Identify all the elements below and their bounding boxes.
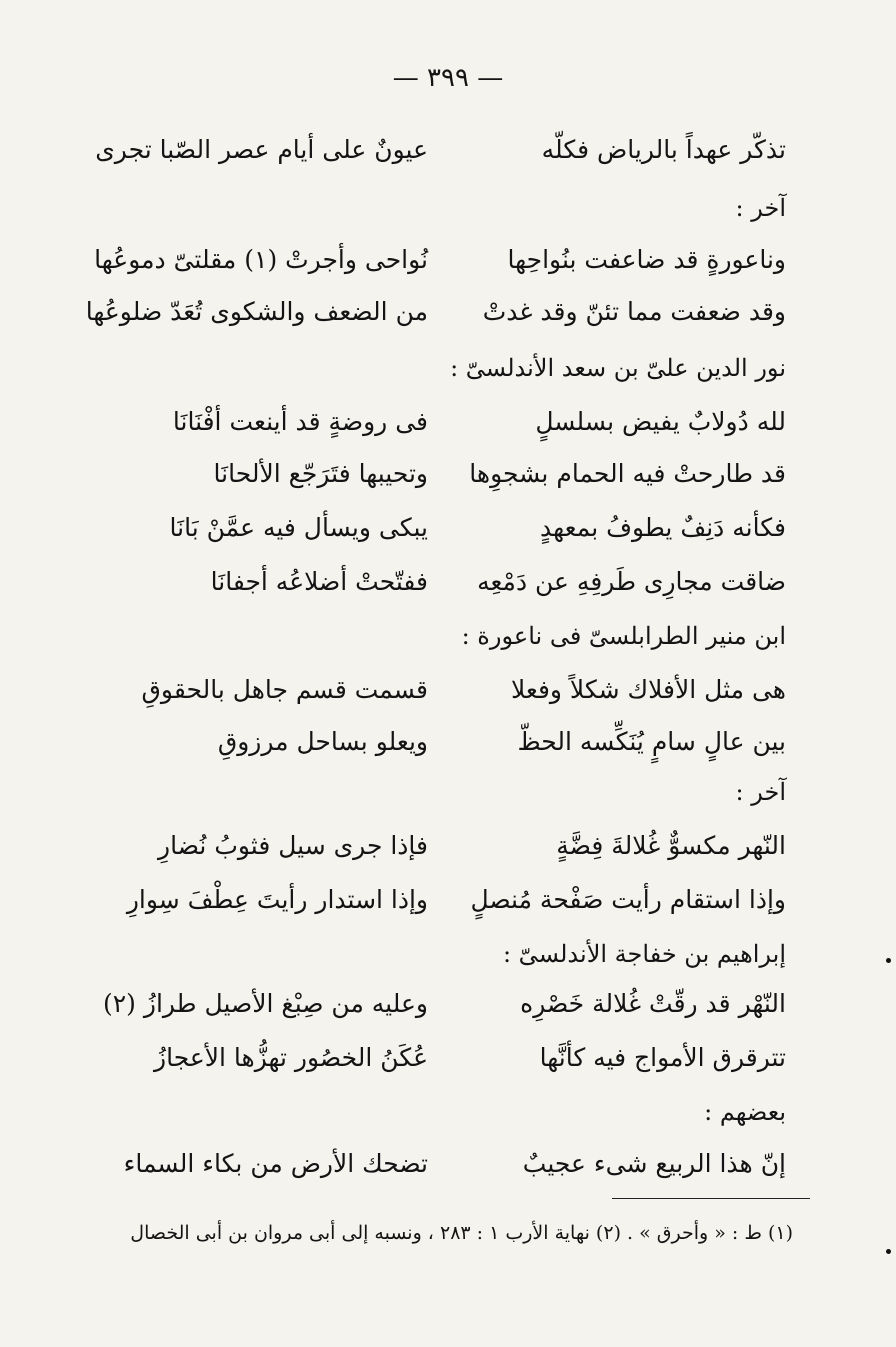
line-10-left: قسمت قسم جاهل بالحقوقِ xyxy=(141,675,428,704)
page-number: — ٣٩٩ — xyxy=(392,63,504,93)
footnote-rule xyxy=(612,1198,810,1199)
line-8-right: ضاقت مجارِى طَرفِهِ عن دَمْعِه xyxy=(477,567,786,596)
line-5-left: فى روضةٍ قد أينعت أفْنَانَا xyxy=(172,407,428,436)
line-13-right: النّهر مكسوٌّ غُلالةَ فِضَّةٍ xyxy=(556,831,786,860)
line-7-left: يبكى ويسأل فيه عمَّنْ بَانَا xyxy=(169,513,428,542)
line-13-left: فإذا جرى سيل فثوبُ نُضارِ xyxy=(158,831,428,860)
line-3-right: وقد ضعفت مما تئنّ وقد غدتْ xyxy=(482,297,786,326)
line-19-right: إنّ هذا الربيع شىء عجيبٌ xyxy=(522,1149,786,1178)
line-9-heading: ابن منير الطرابلسىّ فى ناعورة : xyxy=(461,622,786,650)
line-6-left: وتحيبها فتَرَجّع الألحانَا xyxy=(213,459,428,488)
footnote: (١) ط : « وأحرق » . (٢) نهاية الأرب ١ : ٢٨٣ ، ونسبه إلى أبى مروان بن أبى الخصال xyxy=(130,1222,793,1244)
line-16-right: النّهْر قد رقّتْ غُلالة خَصْرِه xyxy=(520,989,786,1018)
line-14-left: وإذا استدار رأيتَ عِطْفَ سِوارِ xyxy=(126,885,428,914)
line-14-right: وإذا استقام رأيت صَفْحة مُنصلٍ xyxy=(470,885,786,914)
scan-speck xyxy=(886,958,891,963)
line-17-right: تترقرق الأمواج فيه كأنَّها xyxy=(539,1043,786,1072)
line-1-heading: آخر : xyxy=(735,194,786,222)
line-6-right: قد طارحتْ فيه الحمام بشجوِها xyxy=(469,459,786,488)
line-18-heading: بعضهم : xyxy=(704,1098,786,1126)
line-10-right: هى مثل الأفلاك شكلاً وفعلا xyxy=(510,675,786,704)
line-5-right: لله دُولابٌ يفيض بسلسلٍ xyxy=(535,407,786,436)
line-19-left: تضحك الأرض من بكاء السماء xyxy=(123,1149,428,1178)
line-2-right: وناعورةٍ قد ضاعفت بنُواحِها xyxy=(507,245,786,274)
line-7-right: فكأنه دَنِفٌ يطوفُ بمعهدٍ xyxy=(540,513,786,542)
line-15-heading: إبراهيم بن خفاجة الأندلسىّ : xyxy=(502,940,786,968)
line-0-right: تذكّر عهداً بالرياض فكلّه xyxy=(541,135,786,164)
line-16-left: وعليه من صِبْغ الأصيل طرازُ (٢) xyxy=(102,989,428,1018)
line-11-right: بين عالٍ سامٍ يُنَكِّسه الحظّ xyxy=(517,727,786,756)
line-0-left: عيونٌ على أيام عصر الصّبا تجرى xyxy=(95,135,428,164)
line-2-left: نُواحى وأجرتْ (١) مقلتىّ دموعُها xyxy=(94,245,428,274)
line-17-left: عُكَنُ الخصُور تهزُّها الأعجازُ xyxy=(154,1043,428,1072)
line-11-left: ويعلو بساحل مرزوقِ xyxy=(217,727,428,756)
line-3-left: من الضعف والشكوى تُعَدّ ضلوعُها xyxy=(85,297,428,326)
line-8-left: ففتّحتْ أضلاعُه أجفانَا xyxy=(210,567,428,596)
line-4-heading: نور الدين علىّ بن سعد الأندلسىّ : xyxy=(450,354,786,382)
scan-speck xyxy=(886,1249,891,1254)
line-12-heading: آخر : xyxy=(735,778,786,806)
